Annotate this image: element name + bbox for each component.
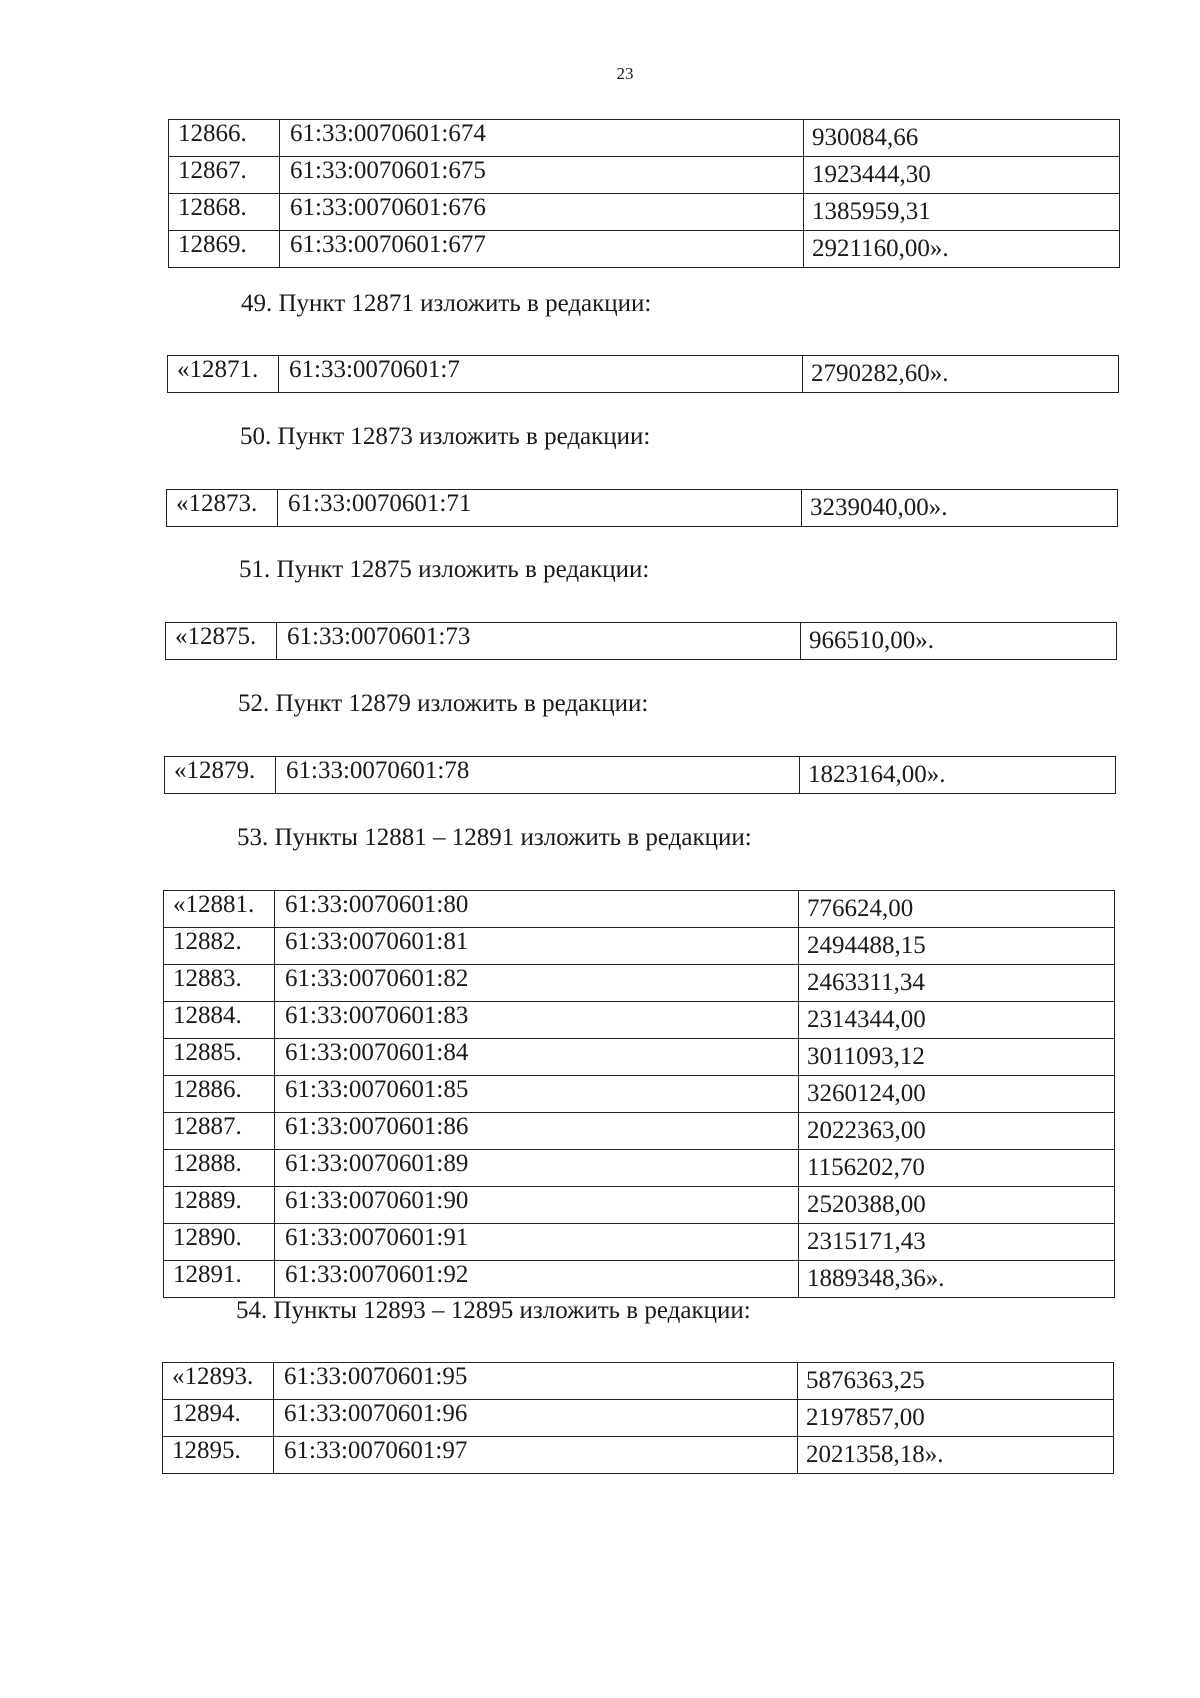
table-row bbox=[164, 928, 1115, 965]
table-row bbox=[169, 194, 1120, 231]
table-row bbox=[164, 1187, 1115, 1224]
cadastral-number-cell: 61:33:0070601:81 bbox=[275, 928, 799, 965]
value-cell: 2790282,60». bbox=[803, 356, 1119, 393]
table-row bbox=[164, 1224, 1115, 1261]
value-cell: 2022363,00 bbox=[799, 1113, 1115, 1150]
value-cell: 776624,00 bbox=[799, 891, 1115, 928]
item-number-cell: 12885. bbox=[164, 1039, 275, 1076]
item-number-cell: 12882. bbox=[164, 928, 275, 965]
value-cell: 2315171,43 bbox=[799, 1224, 1115, 1261]
page-number: 23 bbox=[616, 64, 634, 83]
item-number-cell: 12869. bbox=[169, 231, 280, 268]
cadastral-number-cell: 61:33:0070601:675 bbox=[280, 157, 804, 194]
cadastral-number-cell: 61:33:0070601:95 bbox=[274, 1363, 798, 1400]
section-heading-50: 50. Пункт 12873 изложить в редакции: bbox=[240, 423, 651, 450]
cadastral-number-cell: 61:33:0070601:78 bbox=[276, 757, 800, 794]
cadastral-number-cell: 61:33:0070601:71 bbox=[278, 490, 802, 527]
value-cell: 1156202,70 bbox=[799, 1150, 1115, 1187]
cadastral-number-cell: 61:33:0070601:676 bbox=[280, 194, 804, 231]
value-cell: 2197857,00 bbox=[798, 1400, 1114, 1437]
cadastral-number-cell: 61:33:0070601:674 bbox=[280, 120, 804, 157]
value-cell: 1385959,31 bbox=[804, 194, 1120, 231]
section-heading-49: 49. Пункт 12871 изложить в редакции: bbox=[241, 290, 652, 317]
cadastral-number-cell: 61:33:0070601:80 bbox=[275, 891, 799, 928]
cadastral-number-cell: 61:33:0070601:96 bbox=[274, 1400, 798, 1437]
value-cell: 5876363,25 bbox=[798, 1363, 1114, 1400]
cadastral-number-cell: 61:33:0070601:82 bbox=[275, 965, 799, 1002]
cadastral-number-cell: 61:33:0070601:83 bbox=[275, 1002, 799, 1039]
table-items-12866-12869 bbox=[168, 119, 1120, 268]
table-item-12875 bbox=[165, 622, 1117, 660]
value-cell: 1923444,30 bbox=[804, 157, 1120, 194]
cadastral-number-cell: 61:33:0070601:92 bbox=[275, 1261, 799, 1298]
item-number-cell: 12895. bbox=[163, 1437, 274, 1474]
value-cell: 2520388,00 bbox=[799, 1187, 1115, 1224]
cadastral-number-cell: 61:33:0070601:73 bbox=[277, 623, 801, 660]
cadastral-number-cell: 61:33:0070601:91 bbox=[275, 1224, 799, 1261]
value-cell: 2463311,34 bbox=[799, 965, 1115, 1002]
cadastral-number-cell: 61:33:0070601:85 bbox=[275, 1076, 799, 1113]
item-number-cell: 12884. bbox=[164, 1002, 275, 1039]
table-row bbox=[169, 120, 1120, 157]
table-row bbox=[163, 1400, 1114, 1437]
table-row bbox=[164, 1039, 1115, 1076]
item-number-cell: «12871. bbox=[168, 356, 279, 393]
table-row bbox=[169, 231, 1120, 268]
cadastral-number-cell: 61:33:0070601:97 bbox=[274, 1437, 798, 1474]
cadastral-number-cell: 61:33:0070601:90 bbox=[275, 1187, 799, 1224]
table-items-12881-12891 bbox=[163, 890, 1115, 1298]
value-cell: 1823164,00». bbox=[800, 757, 1116, 794]
table-row bbox=[169, 157, 1120, 194]
item-number-cell: 12886. bbox=[164, 1076, 275, 1113]
item-number-cell: 12889. bbox=[164, 1187, 275, 1224]
cadastral-number-cell: 61:33:0070601:84 bbox=[275, 1039, 799, 1076]
table-row bbox=[164, 965, 1115, 1002]
value-cell: 3260124,00 bbox=[799, 1076, 1115, 1113]
item-number-cell: «12875. bbox=[166, 623, 277, 660]
table-row bbox=[164, 1113, 1115, 1150]
table-row bbox=[164, 1002, 1115, 1039]
value-cell: 2021358,18». bbox=[798, 1437, 1114, 1474]
item-number-cell: «12879. bbox=[165, 757, 276, 794]
table-item-12871 bbox=[167, 355, 1119, 393]
section-heading-53: 53. Пункты 12881 – 12891 изложить в редакции: bbox=[237, 824, 752, 851]
cadastral-number-cell: 61:33:0070601:7 bbox=[279, 356, 803, 393]
table-row bbox=[163, 1437, 1114, 1474]
table-row bbox=[168, 356, 1119, 393]
table-item-12879 bbox=[164, 756, 1116, 794]
section-heading-52: 52. Пункт 12879 изложить в редакции: bbox=[238, 690, 649, 717]
item-number-cell: «12881. bbox=[164, 891, 275, 928]
table-row bbox=[164, 891, 1115, 928]
item-number-cell: 12887. bbox=[164, 1113, 275, 1150]
item-number-cell: 12890. bbox=[164, 1224, 275, 1261]
item-number-cell: 12868. bbox=[169, 194, 280, 231]
value-cell: 1889348,36». bbox=[799, 1261, 1115, 1298]
item-number-cell: 12867. bbox=[169, 157, 280, 194]
value-cell: 3239040,00». bbox=[802, 490, 1118, 527]
table-row bbox=[163, 1363, 1114, 1400]
table-row bbox=[165, 757, 1116, 794]
table-row bbox=[164, 1150, 1115, 1187]
value-cell: 966510,00». bbox=[801, 623, 1117, 660]
item-number-cell: 12891. bbox=[164, 1261, 275, 1298]
table-items-12893-12895 bbox=[162, 1362, 1114, 1474]
section-heading-51: 51. Пункт 12875 изложить в редакции: bbox=[239, 556, 650, 583]
item-number-cell: 12883. bbox=[164, 965, 275, 1002]
cadastral-number-cell: 61:33:0070601:677 bbox=[280, 231, 804, 268]
table-row bbox=[164, 1261, 1115, 1298]
value-cell: 3011093,12 bbox=[799, 1039, 1115, 1076]
value-cell: 2314344,00 bbox=[799, 1002, 1115, 1039]
value-cell: 2494488,15 bbox=[799, 928, 1115, 965]
table-row bbox=[164, 1076, 1115, 1113]
item-number-cell: 12866. bbox=[169, 120, 280, 157]
item-number-cell: 12894. bbox=[163, 1400, 274, 1437]
item-number-cell: «12893. bbox=[163, 1363, 274, 1400]
value-cell: 930084,66 bbox=[804, 120, 1120, 157]
table-row bbox=[167, 490, 1118, 527]
cadastral-number-cell: 61:33:0070601:89 bbox=[275, 1150, 799, 1187]
item-number-cell: 12888. bbox=[164, 1150, 275, 1187]
table-item-12873 bbox=[166, 489, 1118, 527]
section-heading-54: 54. Пункты 12893 – 12895 изложить в редакции: bbox=[236, 1297, 751, 1324]
value-cell: 2921160,00». bbox=[804, 231, 1120, 268]
item-number-cell: «12873. bbox=[167, 490, 278, 527]
cadastral-number-cell: 61:33:0070601:86 bbox=[275, 1113, 799, 1150]
table-row bbox=[166, 623, 1117, 660]
